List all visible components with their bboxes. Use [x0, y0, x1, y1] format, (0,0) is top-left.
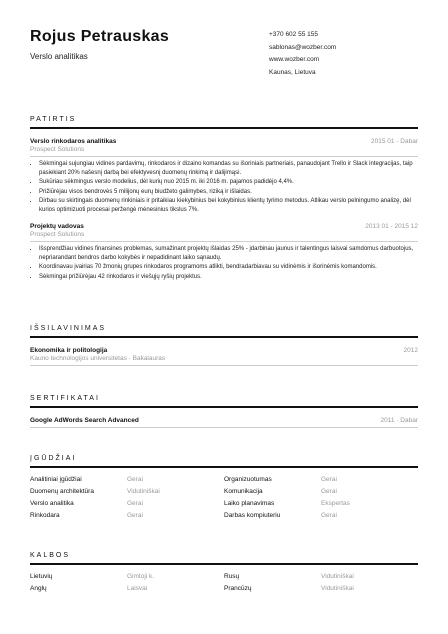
bullet-item: • Išsprendžiau vidines finansines problemas, sumažinant projektų išlaidas 25% - įdarbinau jaunus ir talentingus laisvai samdomus darbuotojus, nepriarandant bendros darbo kokybės ir nepadidinant laiko sąnaudų. [39, 245, 418, 262]
school-name: Kauno technologijos universitetas · Bakalauras [30, 355, 166, 362]
resume-header [30, 28, 420, 61]
bullet-item: • Prižiūrėjau visos bendrovės 5 milijonų eurų biudžeto galimybes, riziką ir išlaidas. [39, 188, 418, 197]
job-divider [30, 241, 418, 242]
job-bullets [30, 245, 418, 281]
section-divider [30, 563, 418, 565]
section-divider [30, 466, 418, 468]
skill-name: Komunikacija [224, 488, 263, 495]
experience-section [30, 116, 418, 282]
language-name: Anglų [30, 585, 47, 592]
language-name: Prancūzų [224, 585, 252, 592]
certificate-name: Google AdWords Search Advanced [30, 417, 139, 424]
skill-name: Organizuotumas [224, 476, 272, 483]
certificate-dates: 2011 · Dabar [380, 417, 418, 424]
contact-phone: +370 602 55 155 [269, 31, 318, 38]
skill-name: Darbas kompiuteriu [224, 512, 281, 519]
skill-level: Ekspertas [321, 500, 350, 507]
languages-section [30, 552, 418, 592]
bullet-item: • Dirbau su skirtingais duomenų rinkiniais ir pritaikiau kiekybinius bei kokybinius klientų tyrimo metodus. Atlikau verslo pelningumo analizę, dėl kurios optimizuoti procesai peržengė mėnesinius tikslus 7%. [39, 197, 418, 214]
skill-name: Verslo analitika [30, 500, 74, 507]
section-title: SERTIFIKATAI [30, 395, 100, 402]
job-bullets [30, 160, 418, 214]
job-divider [30, 156, 418, 157]
skill-level: Gerai [127, 512, 143, 519]
skill-name: Rinkodara [30, 512, 60, 519]
section-divider [30, 336, 418, 338]
job-company: Prospect Solutions [30, 146, 85, 153]
job-entry [30, 223, 418, 281]
language-level: Vidutiniškai [321, 585, 354, 592]
skill-level: Gerai [321, 512, 337, 519]
skills-grid [30, 476, 418, 519]
graduation-year: 2012 [403, 347, 418, 354]
certificate-entry [30, 417, 418, 428]
skill-name: Laiko planavimas [224, 500, 275, 507]
language-level: Laisvai [127, 585, 148, 592]
contact-website: www.wozber.com [269, 56, 320, 63]
languages-grid [30, 573, 418, 592]
contact-email: sablonas@wozber.com [269, 43, 337, 51]
education-entry [30, 347, 418, 366]
job-title: Projektų vadovas [30, 223, 84, 230]
section-title: ĮGŪDŽIAI [30, 455, 77, 462]
section-title: IŠSILAVINIMAS [30, 325, 107, 332]
language-name: Rusų [224, 573, 240, 580]
job-title: Verslo rinkodaros analitikas [30, 138, 117, 145]
skills-section [30, 455, 418, 519]
bullet-item: • Sukūriau sėkmingus verslo modelius, dėl kurių nuo 2015 m. iki 2016 m. pajamos padidėjo 4,4%. [39, 178, 418, 187]
section-title: PATIRTIS [30, 116, 77, 123]
certificates-section [30, 395, 418, 428]
skill-level: Vidutiniškai [127, 488, 160, 495]
skill-name: Duomenų architektūra [30, 488, 94, 495]
job-company: Prospect Solutions [30, 231, 85, 238]
contact-location: Kaunas, Lietuva [269, 68, 316, 76]
job-entry [30, 138, 418, 214]
entry-divider [30, 365, 418, 366]
skill-level: Gerai [127, 476, 143, 483]
bullet-item: • Sėkmingai sujungiau vidines pardavimų, rinkodaros ir dizaino komandas su išoriniais partneriais, panaudojant Trello ir Slack integracijas, taip pasiekiant 20% našesnį darbą bei efektyvesnį duomenų rinkimą ir dalijimąsi. [39, 160, 418, 177]
language-level: Gimtoji k. [127, 573, 155, 580]
bullet-item: • Sėkmingai prižiūrėjau 42 rinkodaros ir viešųjų ryšių projektus. [39, 273, 418, 282]
section-divider [30, 406, 418, 408]
job-dates: 2015 01 - Dabar [371, 138, 418, 145]
skill-level: Gerai [127, 500, 143, 507]
bullet-item: • Koordinavau įvairias 70 žmonių grupes rinkodaros programoms atlikti, bendradarbiavau su vidinėmis ir išorinėmis komandomis. [39, 263, 418, 272]
section-divider [30, 127, 418, 129]
degree-name: Ekonomika ir politologija [30, 347, 108, 354]
section-title: KALBOS [30, 552, 71, 559]
candidate-title: Verslo analitikas [30, 52, 88, 61]
contact-block [269, 29, 336, 79]
language-level: Vidutiniškai [321, 573, 354, 580]
candidate-name: Rojus Petrauskas [30, 28, 170, 45]
skill-level: Gerai [321, 488, 337, 495]
skill-name: Analitiniai įgūdžiai [30, 476, 82, 483]
job-dates: 2013 01 - 2015 12 [365, 223, 418, 230]
skill-level: Gerai [321, 476, 337, 483]
education-section [30, 325, 418, 366]
entry-divider [30, 427, 418, 428]
language-name: Lietuvių [30, 573, 53, 580]
